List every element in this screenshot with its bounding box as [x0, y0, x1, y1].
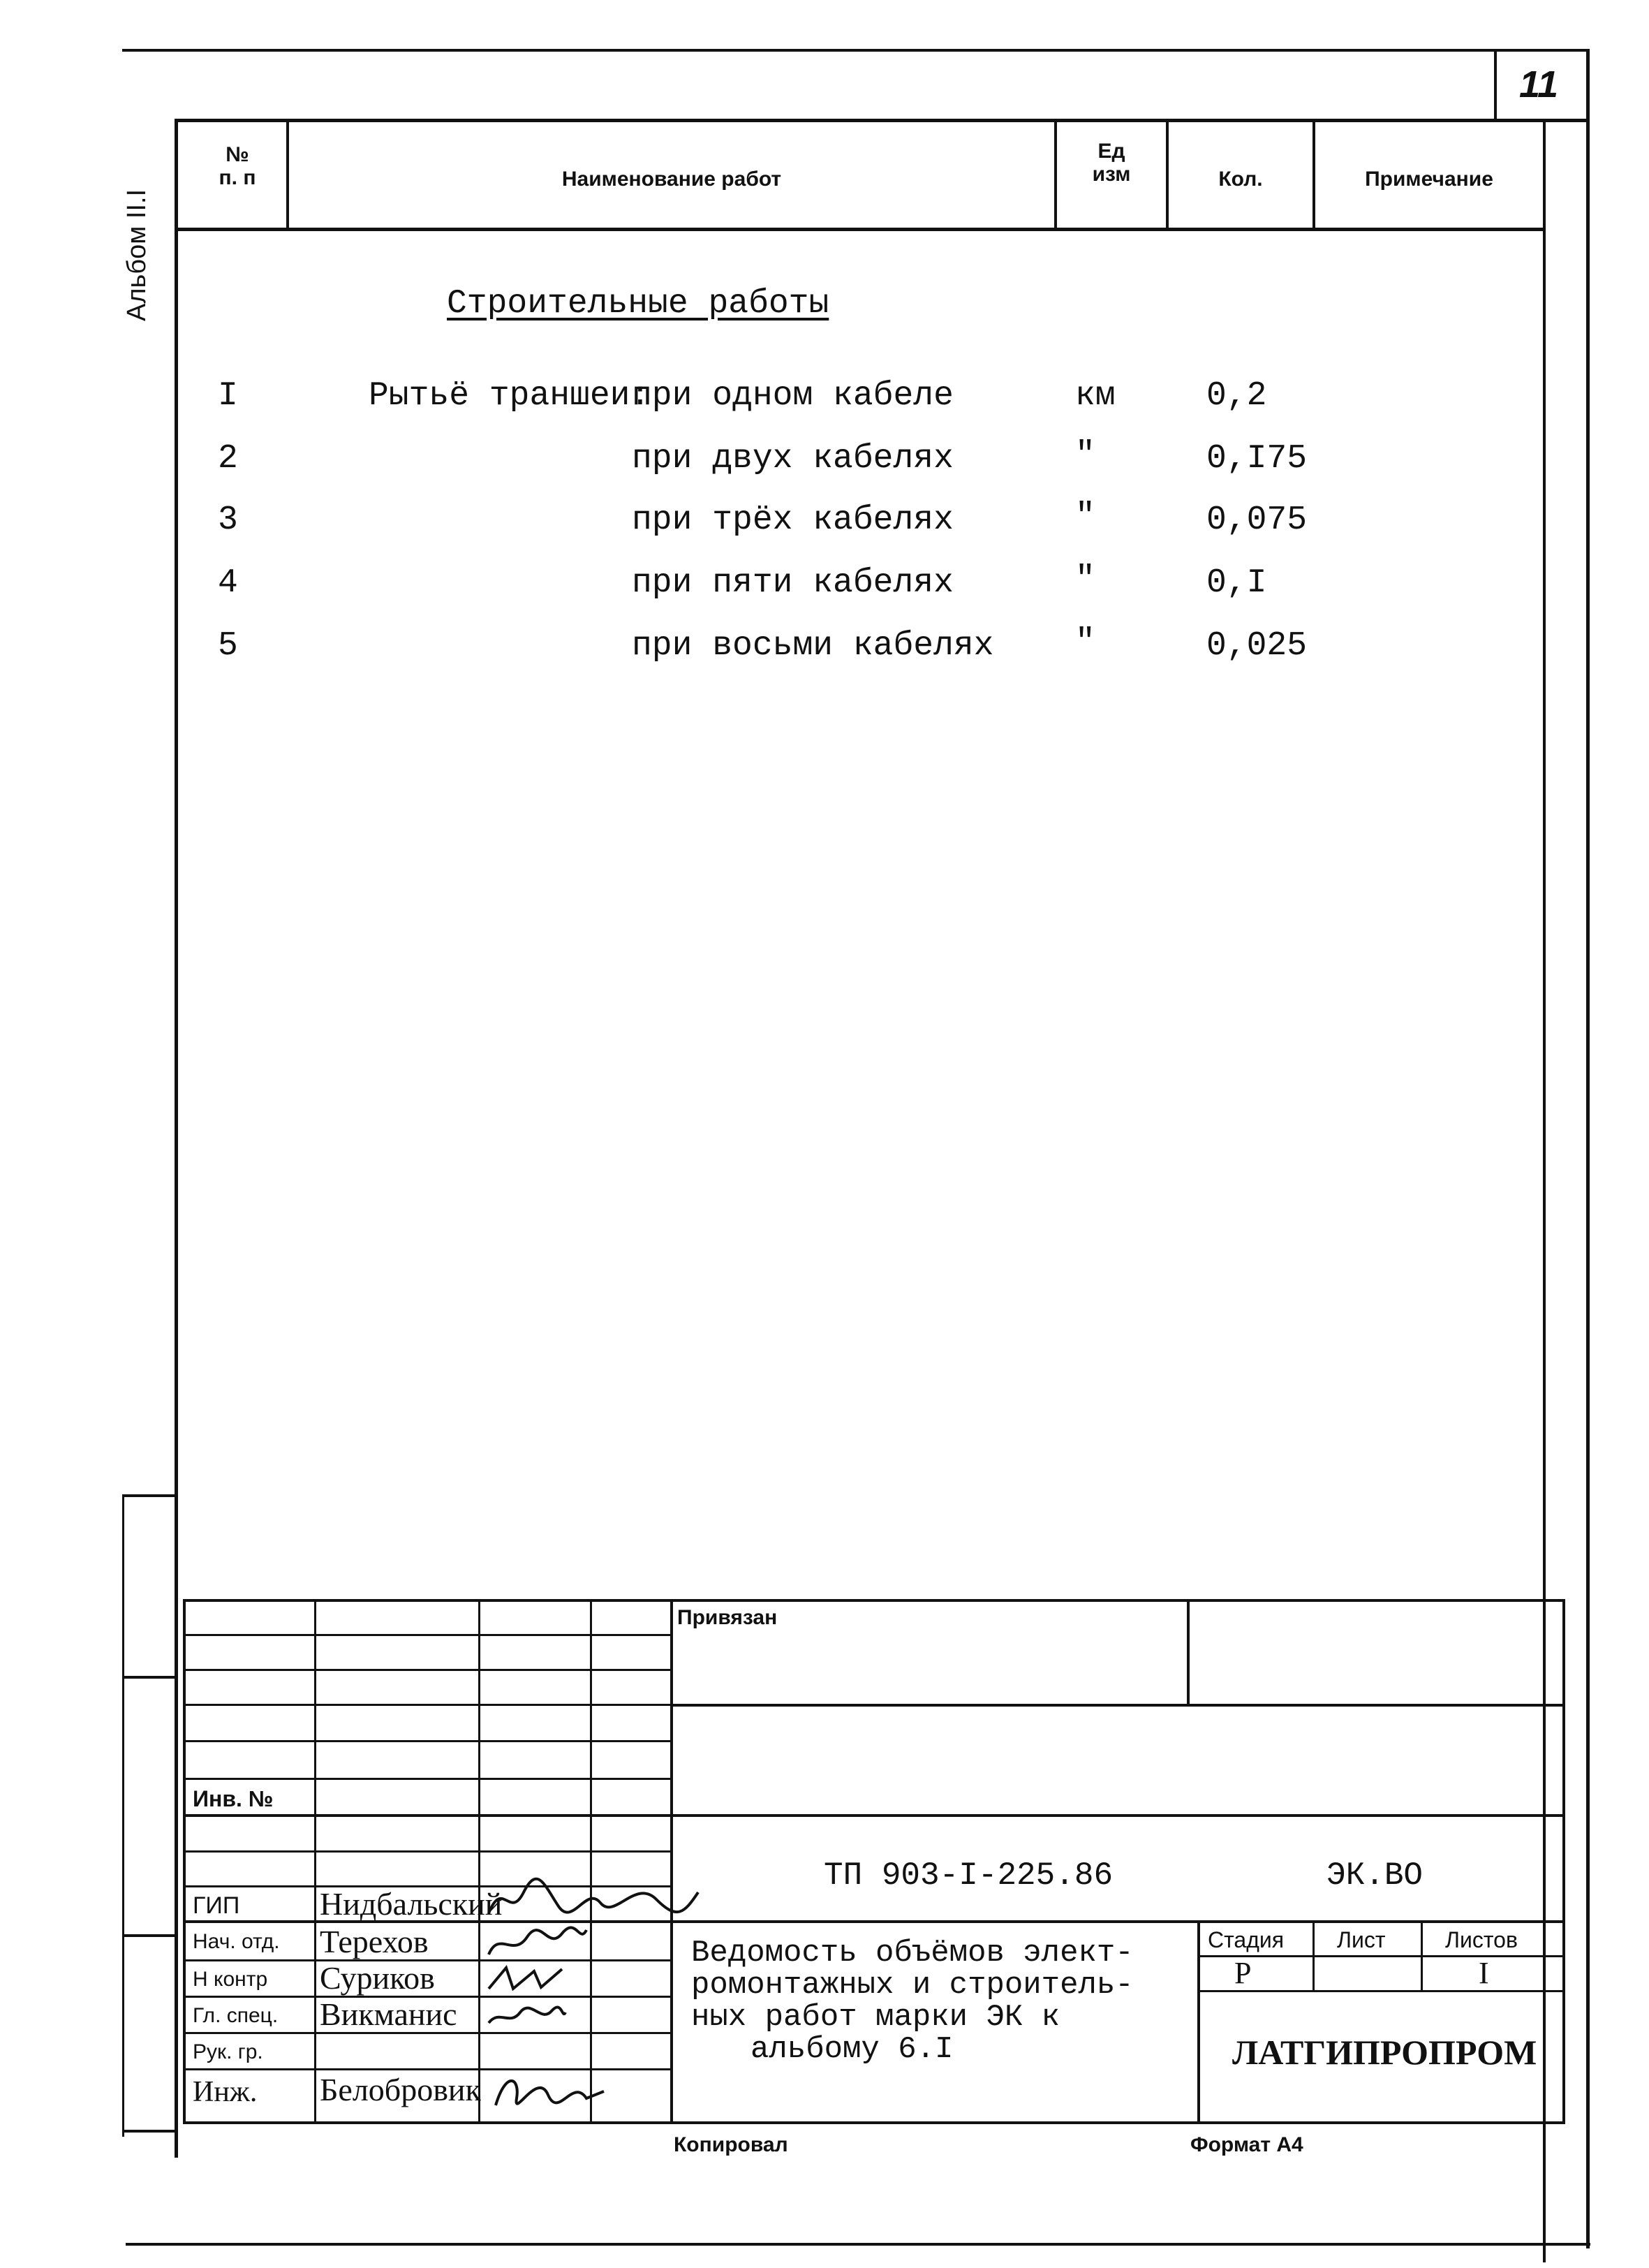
frame-inner-right	[1543, 119, 1546, 2262]
role-inzh: Инж.	[193, 2076, 258, 2108]
stamp-row-7	[183, 1850, 672, 1853]
privyazan-sep	[1187, 1599, 1190, 1705]
inv-no-label: Инв. №	[193, 1786, 279, 1812]
stamp-row-5	[183, 1778, 672, 1780]
stamp-row-4	[183, 1740, 672, 1742]
name-nach-otd: Терехов	[320, 1924, 429, 1959]
name-inzh: Белобровик	[320, 2072, 481, 2107]
margin-stub-1	[122, 1494, 178, 1497]
stamp-col-3	[590, 1599, 592, 2123]
name-gip: Нидбальский	[320, 1886, 503, 1922]
margin-stub-3	[122, 1934, 178, 1937]
header-col-unit: Ед изм	[1092, 140, 1131, 186]
row-name: при трёх кабелях	[632, 501, 954, 539]
stage-block-left	[1197, 1920, 1200, 2123]
stamp-row-3	[183, 1704, 672, 1706]
page-number-box-left	[1494, 49, 1497, 120]
role-nach-otd: Нач. отд.	[193, 1930, 280, 1953]
row-qty: 0,I75	[1206, 440, 1308, 478]
doc-code: ТП 903-I-225.86	[824, 1857, 1114, 1894]
stamp-bottom-line	[183, 2121, 1565, 2124]
margin-strip-left	[122, 1494, 124, 2137]
row-qty: 0,075	[1206, 501, 1308, 539]
privyazan-bottom	[672, 1704, 1565, 1707]
privyazan-label: Привязан	[677, 1606, 778, 1629]
header-col-no: № п. п	[219, 143, 256, 189]
row-number: 2	[218, 440, 238, 478]
name-n-kontr: Суриков	[320, 1960, 435, 1996]
role-n-kontr: Н контр	[193, 1968, 268, 1991]
stamp-row-1	[183, 1634, 672, 1636]
header-col-note: Примечание	[1365, 168, 1493, 191]
side-album-label: Альбом II.I	[122, 189, 151, 321]
organization-name: ЛАТГИПРОПРОМ	[1232, 2033, 1537, 2072]
stamp-row-6	[183, 1814, 1565, 1817]
signature-gl-spec	[485, 1998, 569, 2030]
role-ruk-gr: Рук. гр.	[193, 2040, 263, 2063]
description-line: ромонтажных и строитель-	[691, 1968, 1134, 2003]
row-name: при пяти кабелях	[632, 564, 954, 602]
row-unit: "	[1075, 561, 1095, 598]
top-rule	[122, 49, 1588, 52]
stage-header-line	[1197, 1955, 1565, 1957]
stamp-left-line	[183, 1599, 186, 2123]
sheets-value: I	[1479, 1956, 1489, 1990]
row-name: при одном кабеле	[632, 377, 954, 415]
sheet-label: Лист	[1337, 1927, 1386, 1952]
row-qty: 0,2	[1206, 377, 1267, 415]
footer-copied: Копировал	[674, 2133, 788, 2156]
signature-inzh	[489, 2063, 607, 2112]
stage-sep-1	[1312, 1920, 1315, 1991]
description-line: альбому 6.I	[750, 2032, 954, 2067]
signature-gip	[482, 1871, 705, 1927]
frame-top	[175, 119, 1588, 122]
margin-stub-2	[122, 1676, 178, 1679]
stage-sep-2	[1421, 1920, 1423, 1991]
role-gip: ГИП	[193, 1892, 240, 1919]
row-number: I	[218, 377, 238, 415]
header-bottom-line	[175, 228, 1544, 231]
stamp-row-2	[183, 1669, 672, 1671]
row-qty: 0,I	[1206, 564, 1267, 602]
header-col-qty: Кол.	[1218, 168, 1263, 191]
row-unit: "	[1075, 624, 1095, 661]
section-title: Строительные работы	[447, 285, 829, 323]
row-number: 4	[218, 564, 238, 602]
row-name: при двух кабелях	[632, 440, 954, 478]
row-unit: "	[1075, 436, 1095, 474]
signature-nach-otd	[485, 1923, 590, 1961]
stamp-col-2	[478, 1599, 480, 2123]
page-number: 11	[1519, 64, 1559, 105]
stamp-col-4	[670, 1599, 673, 2123]
stamp-top-line	[183, 1599, 1565, 1602]
margin-stub-4	[122, 2130, 178, 2133]
header-col-name: Наименование работ	[561, 168, 782, 191]
row-number: 5	[218, 627, 238, 665]
bottom-rule	[126, 2243, 1590, 2246]
row-qty: 0,025	[1206, 627, 1308, 665]
role-gl-spec: Гл. спец.	[193, 2004, 279, 2027]
description-line: ных работ марки ЭК к	[691, 2000, 1060, 2035]
row-name: при восьми кабелях	[632, 627, 994, 665]
stage-label: Стадия	[1208, 1927, 1285, 1952]
stage-value: Р	[1234, 1956, 1252, 1990]
signature-n-kontr	[485, 1961, 569, 1996]
doc-mark: ЭК.ВО	[1326, 1857, 1424, 1894]
stamp-right-line	[1562, 1599, 1565, 2123]
description-line: Ведомость объёмов элект-	[691, 1936, 1134, 1971]
row-unit: "	[1075, 498, 1095, 536]
name-gl-spec: Викманис	[320, 1996, 457, 2032]
row-number: 3	[218, 501, 238, 539]
row-unit: км	[1075, 377, 1116, 415]
sheets-label: Листов	[1445, 1927, 1518, 1952]
frame-left	[175, 119, 178, 2158]
row-name-prefix: Рытьё траншеи:	[369, 377, 651, 415]
stamp-col-1	[314, 1599, 316, 2123]
footer-format: Формат А4	[1190, 2133, 1303, 2156]
right-outer-border	[1586, 49, 1590, 2248]
stage-value-line	[1197, 1990, 1565, 1992]
